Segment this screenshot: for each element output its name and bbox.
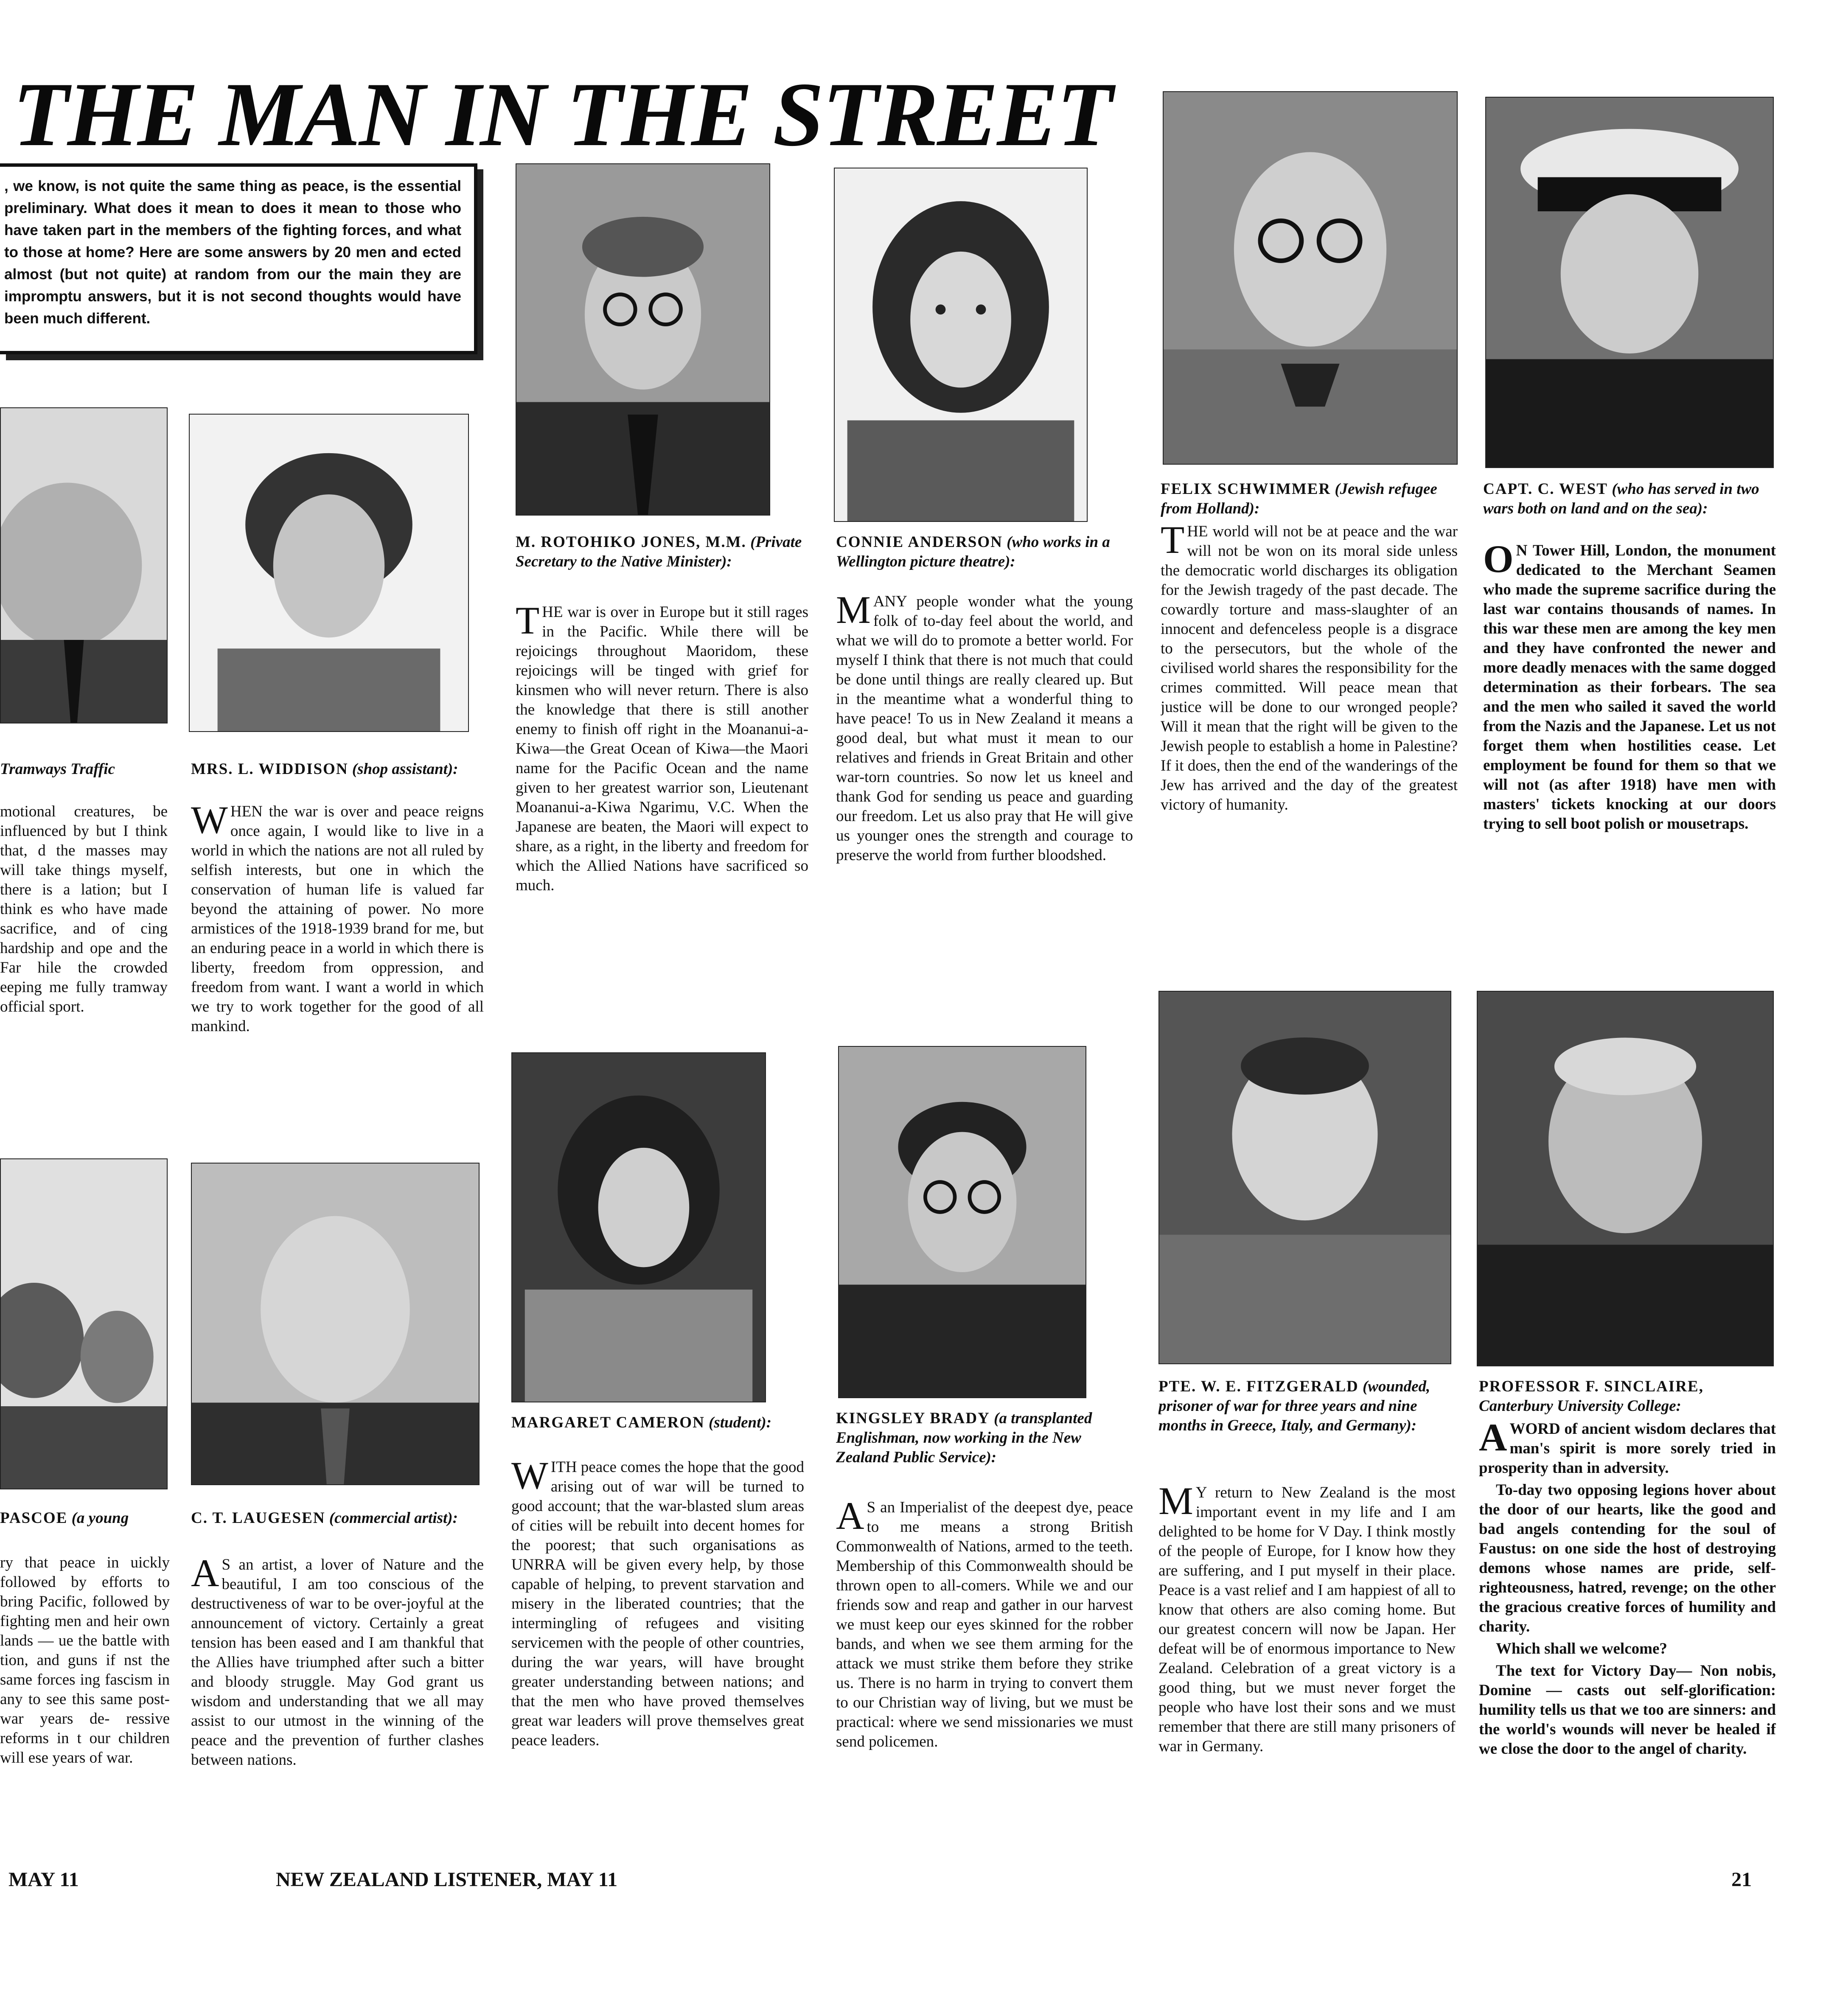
caption-sinclaire: PROFESSOR F. SINCLAIRE, Canterbury University College: bbox=[1479, 1378, 1704, 1415]
article-text-schwimmer: THE world will not be at peace and the war will not be won on its moral side unless the democratic world discharges its obligation for the Jewish tragedy of the past decade. The cowardly torture and mass-slaughter of an innocent and defenceless people is a disgrace to the persecutors, but the whole of the civilised world shares the responsibility for the crimes committed. Will peace mean that justice will be done to our wronged people? Will it mean that the right will be given to the Jewish people to establish a home in Palestine? If it does, then the end of the wanderings of the Jew has arrived and the day of the greatest victory of humanity. bbox=[1161, 522, 1458, 813]
footer-page-number: 21 bbox=[1731, 1868, 1752, 1891]
footer-publication: NEW ZEALAND LISTENER, MAY 11 bbox=[276, 1868, 618, 1891]
article-text-pascoe: ry that peace in uickly followed by efforts to bring Pacific, followed by fighting men and heir own lands — ue the battle with tion, and guns if nst the same forces ing fascism in any to see this same post-war years de- ressive reforms in t our children will ese years of war. bbox=[0, 1554, 170, 1766]
caption-widdison: MRS. L. WIDDISON (shop assistant): bbox=[191, 760, 458, 778]
caption-schwimmer: FELIX SCHWIMMER (Jewish refugee from Holland): bbox=[1161, 480, 1437, 517]
intro-box: , we know, is not quite the same thing as peace, is the essential preliminary. What does it mean to does it mean to those who have taken part in the members of the fighting forces, and what to those at home? Here are some answers by 20 men and ected almost (but not quite) at random from our the main they are impromptu answers, but it is not second thoughts would have been much different. bbox=[0, 163, 477, 354]
caption-west: CAPT. C. WEST (who has served in two wars both on land and on the sea): bbox=[1483, 480, 1759, 517]
portrait-photo-widdison bbox=[189, 414, 469, 732]
caption-pascoe: PASCOE (a young bbox=[0, 1509, 129, 1527]
page-headline: THE MAN IN THE STREET bbox=[13, 70, 1112, 159]
article-text-widdison: WHEN the war is over and peace reigns once again, I would like to live in a world in which the nations are not all ruled by selfish interests, but one in which the conservation of human life is valued far beyond the attaining of power. No more armistices of the 1918-1939 brand for me, but an enduring peace in a world in which there is liberty, freedom from oppression, and freedom from want. I want a world in which we try to work together for the good of all mankind. bbox=[191, 802, 484, 1035]
article-text-laugesen: A S an artist, a lover of Nature and the beautiful, I am too conscious of the destructiveness of war to be over-joyful at the announcement of victory. Certainly a great tension has been eased and I am thankful that the Allies have triumphed after such a bitter and bloody struggle. May God grant us wisdom and understanding that we all may assist to our utmost in the winning of the peace and the prevention of further clashes between nations. bbox=[191, 1555, 484, 1769]
article-text-fitzgerald: M Y return to New Zealand is the most important event in my life and I am delighted to be home for V Day. I think mostly of the people of Europe, for I know how they are suffering, and I put myself in their place. Peace is a vast relief and I am happiest of all to know that others are also coming home. But our greatest concern will now be Japan. Her defeat will be of enormous importance to New Zealand. Celebration of a great victory is a good thing, but we must never forget the people who have lost their sons and we must remember that there are still many prisoners of war in Germany. bbox=[1158, 1483, 1456, 1755]
portrait-photo-west bbox=[1485, 97, 1774, 468]
article-text-jones: THE war is over in Europe but it still rages in the Pacific. While there will be rejoicings throughout Maoridom, these rejoicings will be tinged with grief for kinsmen who will never return. There is also the knowledge that there is still another enemy to finish off right in the Moananui-a-Kiwa—the Great Ocean of Kiwa—the Maori name for the Pacific Ocean and the name given to her greatest warrior son, Lieutenant Moananui-a-Kiwa Ngarimu, V.C. When the Japanese are beaten, the Maori will expect to share, as a right, in the liberty and freedom for which the Allied Nations have sacrificed so much. bbox=[516, 603, 808, 894]
caption-tramways: Tramways Traffic bbox=[0, 760, 115, 778]
portrait-photo-pascoe bbox=[0, 1158, 168, 1489]
article-text-anderson: MANY people wonder what the young folk of to-day feel about the world, and what we will do to promote a better world. For myself I think that there is not much that could be done until things are really cleared up. But in the meantime what a wonderful thing to have peace! To us in New Zealand it means a good deal, but what must it mean to our relatives and friends in Great Britain and other war-torn countries. So now let us kneel and thank God for sending us peace and guarding our freedom. Let us also pray that He will give us younger ones the strength and courage to preserve the world from further bloodshed. bbox=[836, 592, 1133, 864]
caption-fitzgerald: PTE. W. E. FITZGERALD (wounded, prisoner of war for three years and nine months in Greece, Italy, and Germany): bbox=[1158, 1378, 1431, 1434]
caption-anderson: CONNIE ANDERSON (who works in a Wellington picture theatre): bbox=[836, 533, 1110, 570]
portrait-photo-laugesen bbox=[191, 1163, 480, 1485]
portrait-photo-fitzgerald bbox=[1158, 991, 1451, 1364]
caption-cameron: MARGARET CAMERON (student): bbox=[511, 1414, 772, 1431]
article-text-brady: A S an Imperialist of the deepest dye, peace to me means a strong British Commonwealth of Nations, armed to the teeth. Membership of this Commonwealth should be thrown open to all-comers. While we and our friends sow and reap and gather in our harvest we must keep our eyes skinned for the robber bands, and when we see them arming for the attack we must strike them before they strike us. There is no harm in trying to convert them to our Christian way of living, but we must be practical: where we send missionaries we must send policemen. bbox=[836, 1498, 1133, 1750]
caption-laugesen: C. T. LAUGESEN (commercial artist): bbox=[191, 1509, 458, 1527]
article-text-cameron: WITH peace comes the hope that the good arising out of war will be turned to good account; that the war-blasted slum areas of cities will be rebuilt into decent homes for the poorest; that such organisations as UNRRA will be given every help, by those capable of helping, to prevent starvation and misery in the liberated countries; that the intermingling of refugees and visiting servicemen with the people of other countries, during the war years, will have brought greater understanding between nations; and that the men who have proved themselves great war leaders will prove themselves great peace leaders. bbox=[511, 1458, 804, 1749]
portrait-photo-tramways bbox=[0, 407, 168, 723]
portrait-photo-jones bbox=[516, 163, 770, 516]
portrait-photo-anderson bbox=[834, 168, 1088, 522]
portrait-photo-schwimmer bbox=[1163, 91, 1458, 465]
caption-brady: KINGSLEY BRADY (a transplanted Englishman, now working in the New Zealand Public Service): bbox=[836, 1410, 1092, 1466]
article-text-sinclaire: AWORD of ancient wisdom declares that man's spirit is more sorely tried in prosperity than in adversity. To-day two opposing legions hover about the door of our hearts, like the good and bad angels contending for the soul of Faustus: on one side the host of destroying demons whose names are pride, self-righteousness, hatred, revenge; on the other the gracious creative forces of humility and charity. Which shall we welcome? The text for Victory Day— Non nobis, Domine — casts out self-glorification: humility tells us that we too are sinners: and the world's wounds will never be healed if we close the door to the angel of charity. bbox=[1479, 1419, 1776, 1758]
caption-jones: M. ROTOHIKO JONES, M.M. (Private Secretary to the Native Minister): bbox=[516, 533, 802, 570]
footer-date-left: MAY 11 bbox=[8, 1868, 79, 1891]
portrait-photo-sinclaire bbox=[1477, 991, 1774, 1366]
article-text-west: O N Tower Hill, London, the monument dedicated to the Merchant Seamen who made the supreme sacrifice during the last war contains thousands of names. In this war these men are among the key men and they have confronted the newer and more deadly menaces with the same dogged determination as their forbears. The sea and the men who sailed it saved the world from the Nazis and the Japanese. Let us not forget them when hostilities cease. Let employment be found for them so that we will not (as after 1918) have men with masters' tickets knocking at our doors trying to sell boot polish or mousetraps. bbox=[1483, 541, 1776, 833]
portrait-photo-cameron bbox=[511, 1052, 766, 1402]
portrait-photo-brady bbox=[838, 1046, 1086, 1398]
article-text-tramways: motional creatures, be influenced by but I think that, d the masses may will take things myself, there is a lation; but I think es who have made sacrifice, and of cing hardship and ope and the Far hile the crowded eeping me fully tramway official sport. bbox=[0, 803, 168, 1015]
